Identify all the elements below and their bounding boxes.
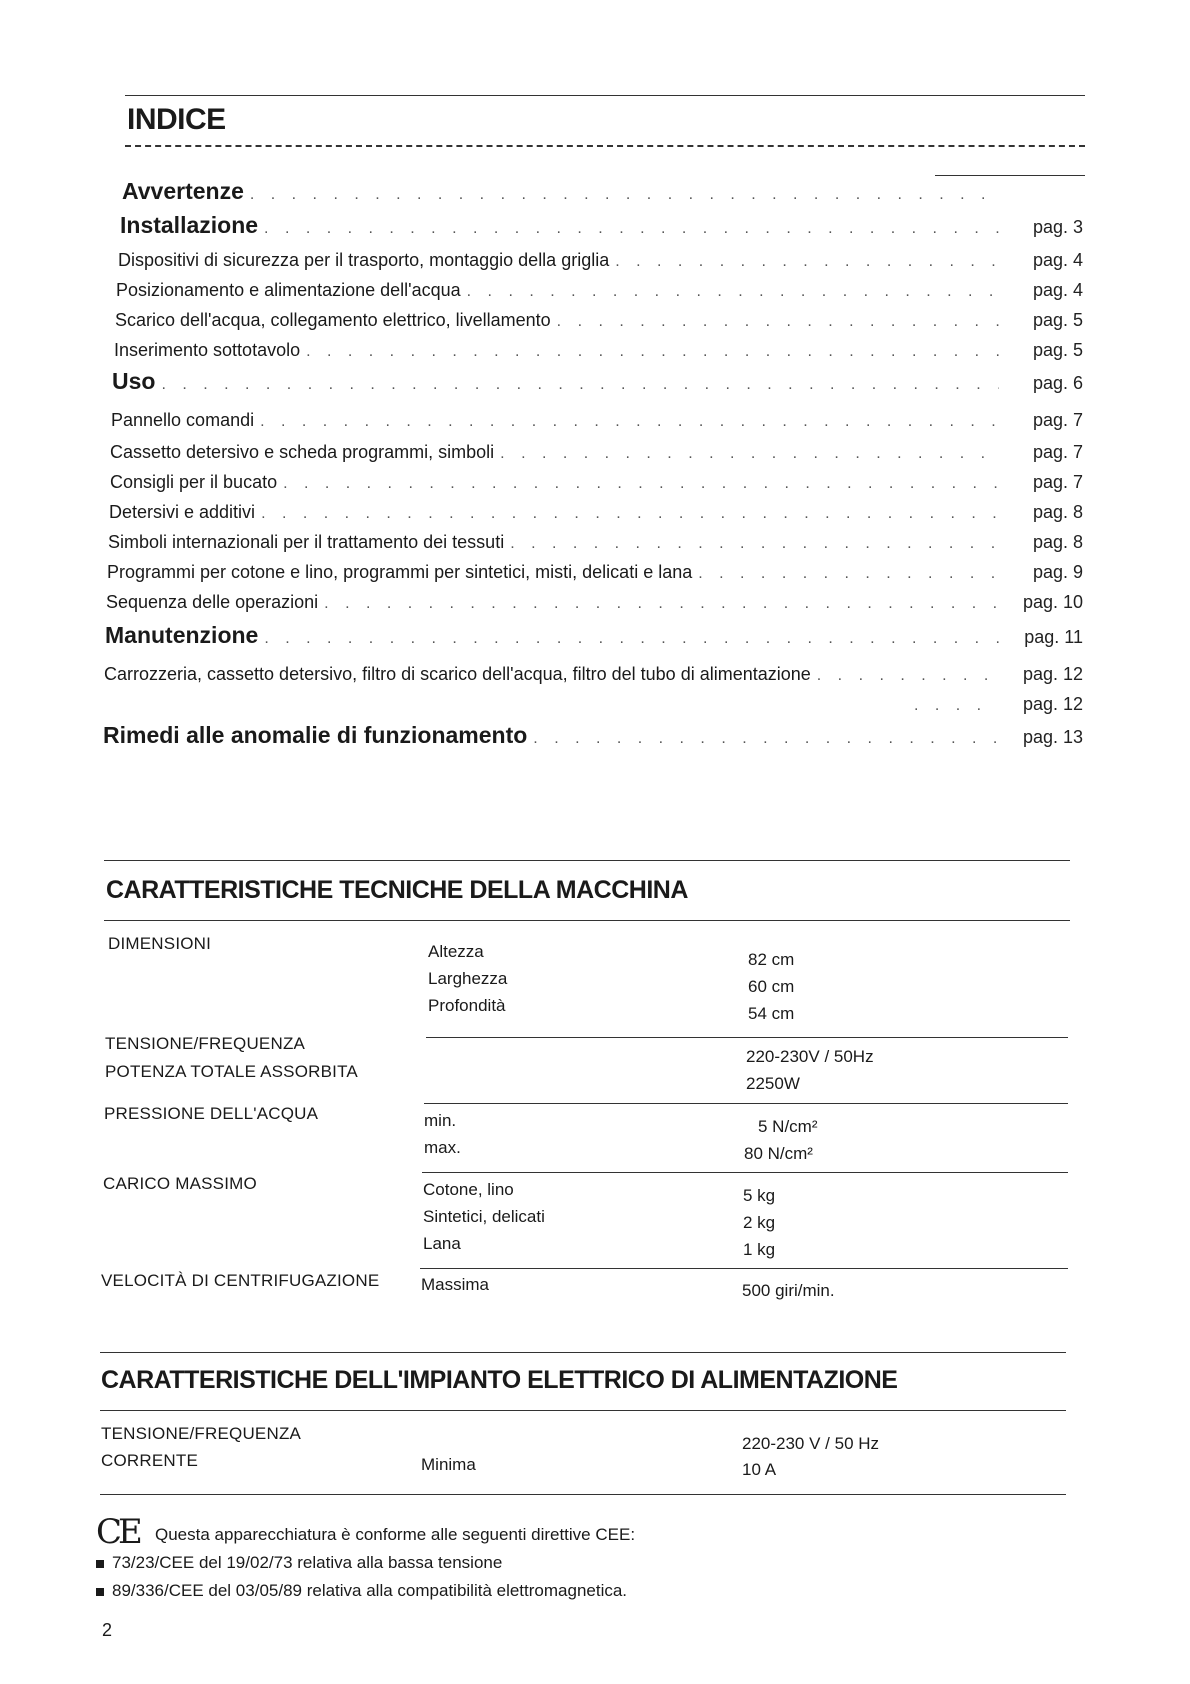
spec-name: Minima	[421, 1455, 476, 1474]
divider	[125, 145, 1085, 147]
divider	[104, 860, 1070, 861]
toc-leader	[161, 376, 999, 394]
spec-label-voltage: TENSIONE/FREQUENZA	[105, 1034, 306, 1053]
toc-leader	[324, 595, 999, 613]
spec-label-water-pressure: PRESSIONE DELL'ACQUA	[104, 1104, 319, 1123]
toc-leader	[615, 253, 999, 271]
spec-label-dimensions: DIMENSIONI	[108, 934, 212, 953]
spec-value: 60 cm	[748, 977, 795, 996]
spec-label-current: CORRENTE	[101, 1451, 198, 1470]
toc-page: pag. 8	[1032, 502, 1083, 522]
toc-leader	[283, 475, 999, 493]
toc-page: pag. 13	[1022, 727, 1083, 747]
spec-value: 5 N/cm²	[758, 1117, 818, 1136]
toc-leader	[306, 343, 999, 361]
toc-entry	[108, 532, 1083, 553]
spec-name: min.	[424, 1111, 457, 1130]
spec-label-voltage: TENSIONE/FREQUENZA	[101, 1424, 302, 1443]
spec-name: Lana	[423, 1234, 461, 1253]
spec-value-voltage: 220-230V / 50Hz	[746, 1047, 874, 1066]
toc-label: Installazione	[120, 212, 259, 238]
toc-label: Dispositivi di sicurezza per il trasporto, montaggio della griglia	[118, 250, 610, 270]
ce-mark-icon: CE	[96, 1512, 139, 1552]
toc-entry	[106, 592, 1083, 613]
divider	[104, 920, 1070, 921]
spec-name: Profondità	[428, 996, 506, 1015]
directive-text: 89/336/CEE del 03/05/89 relativa alla compatibilità elettromagnetica.	[112, 1581, 628, 1600]
divider	[125, 95, 1085, 96]
toc-page: pag. 11	[1024, 627, 1083, 647]
toc-leader	[467, 283, 999, 301]
spec-label-max-load: CARICO MASSIMO	[103, 1174, 257, 1193]
toc-leader	[264, 220, 999, 238]
toc-label: Inserimento sottotavolo	[114, 340, 301, 360]
toc-leader	[261, 505, 999, 523]
toc-page: pag. 5	[1032, 340, 1083, 360]
directive-text: 73/23/CEE del 19/02/73 relativa alla bassa tensione	[112, 1553, 503, 1572]
divider	[420, 1268, 1068, 1269]
toc-entry	[110, 472, 1083, 493]
toc-entry	[109, 502, 1083, 523]
divider	[935, 175, 1085, 176]
divider	[100, 1494, 1066, 1495]
toc-page: pag. 9	[1032, 562, 1083, 582]
toc-entry	[110, 442, 1083, 463]
toc-entry	[116, 280, 1083, 301]
toc-entry	[112, 368, 1083, 395]
spec-name: Cotone, lino	[423, 1180, 514, 1199]
toc-label: Consigli per il bucato	[110, 472, 278, 492]
toc-leader	[264, 630, 999, 648]
toc-page: pag. 3	[1032, 217, 1083, 237]
spec-name: Larghezza	[428, 969, 508, 988]
toc-label: Manutenzione	[105, 622, 259, 648]
spec-value: 80 N/cm²	[744, 1144, 813, 1163]
bullet-icon	[96, 1588, 104, 1596]
spec-name: Altezza	[428, 942, 484, 961]
spec-label-power: POTENZA TOTALE ASSORBITA	[105, 1062, 358, 1081]
toc-page: pag. 5	[1032, 310, 1083, 330]
divider	[424, 1103, 1068, 1104]
toc-entry	[114, 340, 1083, 361]
toc-entry	[105, 622, 1083, 649]
toc-leader	[698, 565, 999, 583]
tech-specs-title: CARATTERISTICHE TECNICHE DELLA MACCHINA	[106, 876, 688, 904]
conformity-text: Questa apparecchiatura è conforme alle seguenti direttive CEE:	[155, 1525, 636, 1544]
toc-page: pag. 6	[1032, 373, 1083, 393]
toc-page: pag. 12	[1022, 664, 1083, 684]
toc-label: Uso	[112, 368, 156, 394]
toc-page: pag. 4	[1032, 250, 1083, 270]
spec-value: 2 kg	[743, 1213, 776, 1232]
toc-label: Programmi per cotone e lino, programmi per sintetici, misti, delicati e lana	[107, 562, 693, 582]
toc-page: pag. 4	[1032, 280, 1083, 300]
toc-label: Avvertenze	[122, 178, 244, 204]
bullet-icon	[96, 1560, 104, 1568]
toc-leader	[250, 186, 999, 204]
toc-label: Carrozzeria, cassetto detersivo, filtro di scarico dell'acqua, filtro del tubo di alimentazione	[104, 664, 811, 684]
toc-leader	[510, 535, 999, 553]
spec-name: Massima	[421, 1275, 490, 1294]
toc-label: Posizionamento e alimentazione dell'acqua	[116, 280, 461, 300]
divider	[100, 1352, 1066, 1353]
toc-leader	[533, 730, 999, 748]
toc-entry	[111, 410, 1083, 431]
spec-value-current: 10 A	[742, 1460, 777, 1479]
toc-entry	[104, 664, 1083, 685]
electrical-specs-title: CARATTERISTICHE DELL'IMPIANTO ELETTRICO DI ALIMENTAZIONE	[101, 1366, 898, 1394]
spec-name: max.	[424, 1138, 461, 1157]
toc-label: Scarico dell'acqua, collegamento elettrico, livellamento	[115, 310, 551, 330]
spec-value: 500 giri/min.	[742, 1281, 835, 1300]
toc-entry	[107, 562, 1083, 583]
directive-item	[96, 1581, 627, 1601]
toc-leader	[260, 413, 999, 431]
toc-page: pag. 8	[1032, 532, 1083, 552]
divider	[422, 1172, 1068, 1173]
toc-page: pag. 10	[1022, 592, 1083, 612]
spec-value: 1 kg	[743, 1240, 776, 1259]
toc-label: Detersivi e additivi	[109, 502, 256, 522]
toc-label: Simboli internazionali per il trattamento dei tessuti	[108, 532, 505, 552]
toc-leader	[817, 667, 999, 685]
toc-leader	[557, 313, 999, 331]
spec-name: Sintetici, delicati	[423, 1207, 545, 1226]
spec-label-spin-speed: VELOCITÀ DI CENTRIFUGAZIONE	[101, 1271, 380, 1290]
toc-label: Rimedi alle anomalie di funzionamento	[103, 722, 528, 748]
toc-entry	[122, 178, 1083, 205]
toc-page: pag. 12	[1022, 694, 1083, 714]
spec-value-voltage: 220-230 V / 50 Hz	[742, 1434, 880, 1453]
toc-page: pag. 7	[1032, 410, 1083, 430]
toc-leader	[500, 445, 999, 463]
divider	[100, 1410, 1066, 1411]
divider	[426, 1037, 1068, 1038]
spec-value: 82 cm	[748, 950, 795, 969]
spec-value: 5 kg	[743, 1186, 776, 1205]
indice-title: INDICE	[127, 103, 226, 136]
toc-entry	[120, 212, 1083, 239]
toc-label: Cassetto detersivo e scheda programmi, simboli	[110, 442, 495, 462]
directive-item	[96, 1553, 502, 1573]
toc-entry	[118, 250, 1083, 271]
spec-value: 54 cm	[748, 1004, 795, 1023]
toc-entry	[115, 310, 1083, 331]
spec-value-power: 2250W	[746, 1074, 800, 1093]
toc-entry	[103, 722, 1083, 749]
toc-page: pag. 7	[1032, 442, 1083, 462]
page-number: 2	[102, 1620, 113, 1640]
toc-leader	[914, 697, 999, 715]
toc-entry	[908, 694, 1083, 715]
toc-page: pag. 7	[1032, 472, 1083, 492]
toc-label: Pannello comandi	[111, 410, 255, 430]
toc-label: Sequenza delle operazioni	[106, 592, 319, 612]
